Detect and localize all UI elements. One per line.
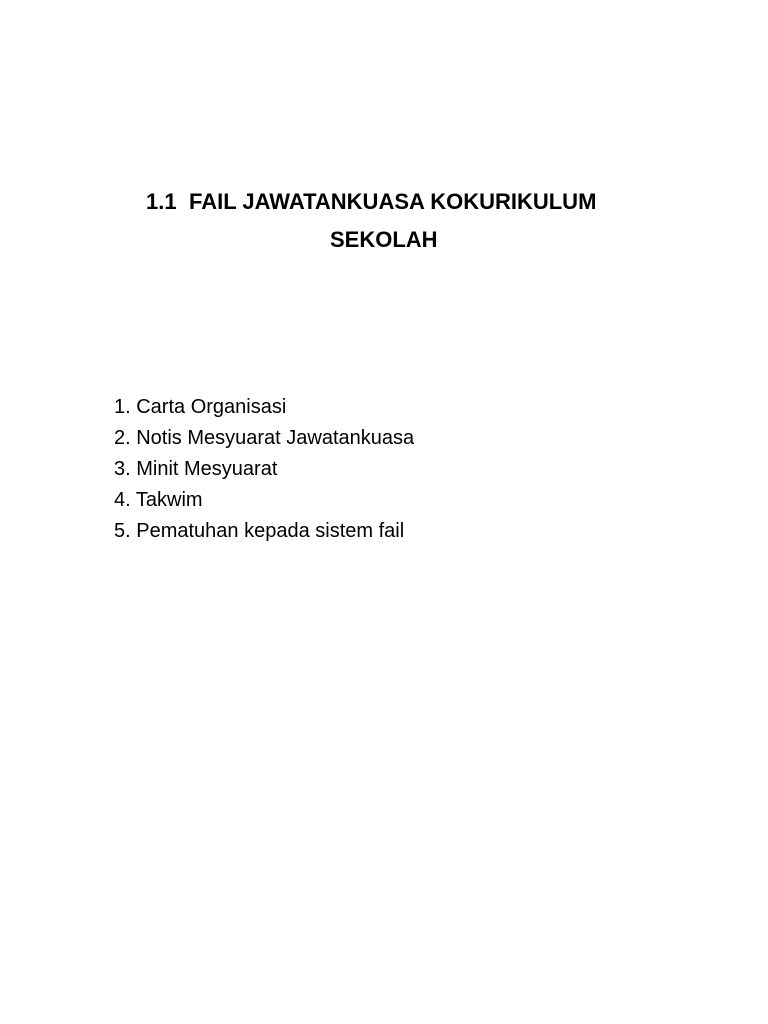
section-number: 1.1 <box>146 189 177 214</box>
list-item: 2. Notis Mesyuarat Jawatankuasa <box>114 427 415 449</box>
list-item: 5. Pematuhan kepada sistem fail <box>114 520 405 542</box>
heading-line-2: SEKOLAH <box>330 227 438 252</box>
heading-line-1 <box>146 184 596 220</box>
list-item: 4. Takwim <box>114 489 203 511</box>
list-item: 3. Minit Mesyuarat <box>114 458 278 480</box>
contents-list <box>114 392 414 547</box>
heading-title: FAIL JAWATANKUASA KOKURIKULUM <box>189 189 597 214</box>
list-item: 1. Carta Organisasi <box>114 396 287 418</box>
